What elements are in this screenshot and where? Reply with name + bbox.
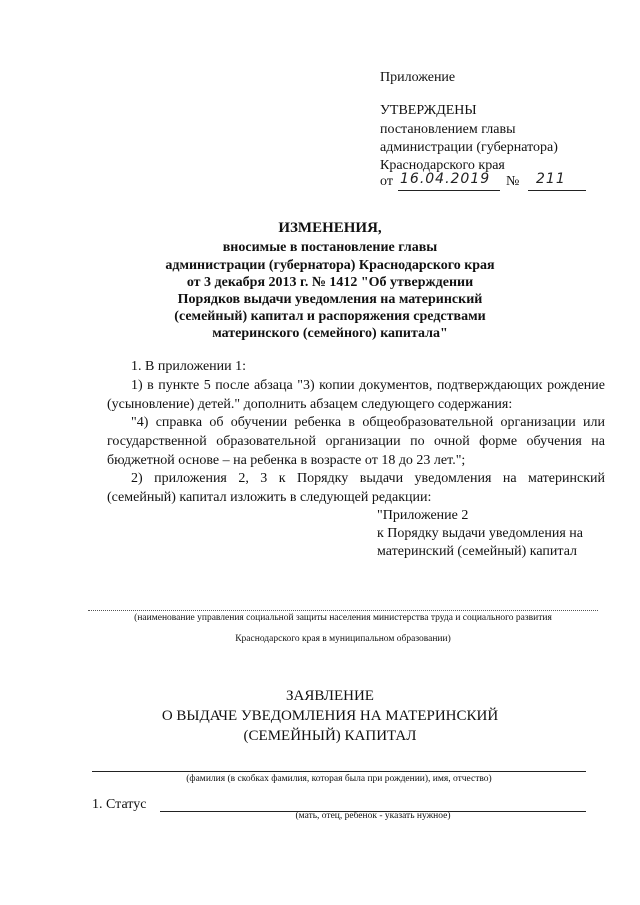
title-line-6: материнского (семейного) капитала" — [212, 326, 448, 341]
approval-line-3: Краснодарского края — [380, 158, 505, 173]
application-title-1: ЗАЯВЛЕНИЕ — [286, 688, 374, 704]
appendix-label: Приложение — [380, 70, 456, 85]
approval-line-2: администрации (губернатора) — [380, 140, 558, 155]
title-line-5: (семейный) капитал и распоряжения средствами — [174, 309, 486, 324]
authority-name-field — [88, 598, 598, 611]
paragraph-4: 2) приложения 2, 3 к Порядку выдачи уведомления на материнский (семейный) капитал изложить в следующей редакции: — [107, 471, 605, 505]
title-line-2: администрации (губернатора) Краснодарского края — [165, 258, 495, 273]
paragraph-1: 1. В приложении 1: — [131, 359, 247, 374]
application-title-2: О ВЫДАЧЕ УВЕДОМЛЕНИЯ НА МАТЕРИНСКИЙ — [161, 708, 499, 724]
paragraph-3: "4) справка об обучении ребенка в общеобразовательной организации или государственной образовательной организации по очной форме обучения на бюджетной основе – на ребенка в возрасте от 18 до 23 лет."; — [107, 415, 605, 468]
title-line-4: Порядков выдачи уведомления на материнский — [177, 292, 483, 307]
application-title-3: (СЕМЕЙНЫЙ) КАПИТАЛ — [243, 728, 417, 744]
number-prefix: № — [506, 174, 520, 189]
date-field — [398, 172, 500, 191]
authority-hint-2: Краснодарского края в муниципальном образовании) — [235, 634, 451, 644]
inner-appendix-line-1: "Приложение 2 — [377, 508, 469, 523]
date-prefix: от — [380, 174, 393, 189]
paragraph-2: 1) в пункте 5 после абзаца "3) копии документов, подтверждающих рождение (усыновление) детей." дополнить абзацем следующего содержания: — [107, 378, 605, 412]
handwritten-date: 16.04.2019 — [400, 171, 491, 187]
title-line-1: вносимые в постановление главы — [222, 240, 438, 255]
handwritten-number: 211 — [536, 171, 566, 187]
approved-label: УТВЕРЖДЕНЫ — [380, 103, 477, 118]
document-heading: ИЗМЕНЕНИЯ, — [278, 220, 382, 236]
applicant-name-field[interactable] — [92, 759, 586, 772]
authority-hint-1: (наименование управления социальной защиты населения министерства труда и социального развития — [134, 613, 552, 623]
applicant-name-hint: (фамилия (в скобках фамилия, которая была при рождении), имя, отчество) — [186, 774, 492, 784]
number-field — [528, 172, 586, 191]
title-line-3: от 3 декабря 2013 г. № 1412 "Об утверждении — [186, 275, 474, 290]
inner-appendix-line-3: материнский (семейный) капитал — [377, 544, 578, 559]
approval-line-1: постановлением главы — [380, 122, 516, 137]
inner-appendix-line-2: к Порядку выдачи уведомления на — [377, 526, 584, 541]
status-label: 1. Статус — [92, 797, 147, 812]
status-hint: (мать, отец, ребенок - указать нужное) — [295, 811, 451, 821]
